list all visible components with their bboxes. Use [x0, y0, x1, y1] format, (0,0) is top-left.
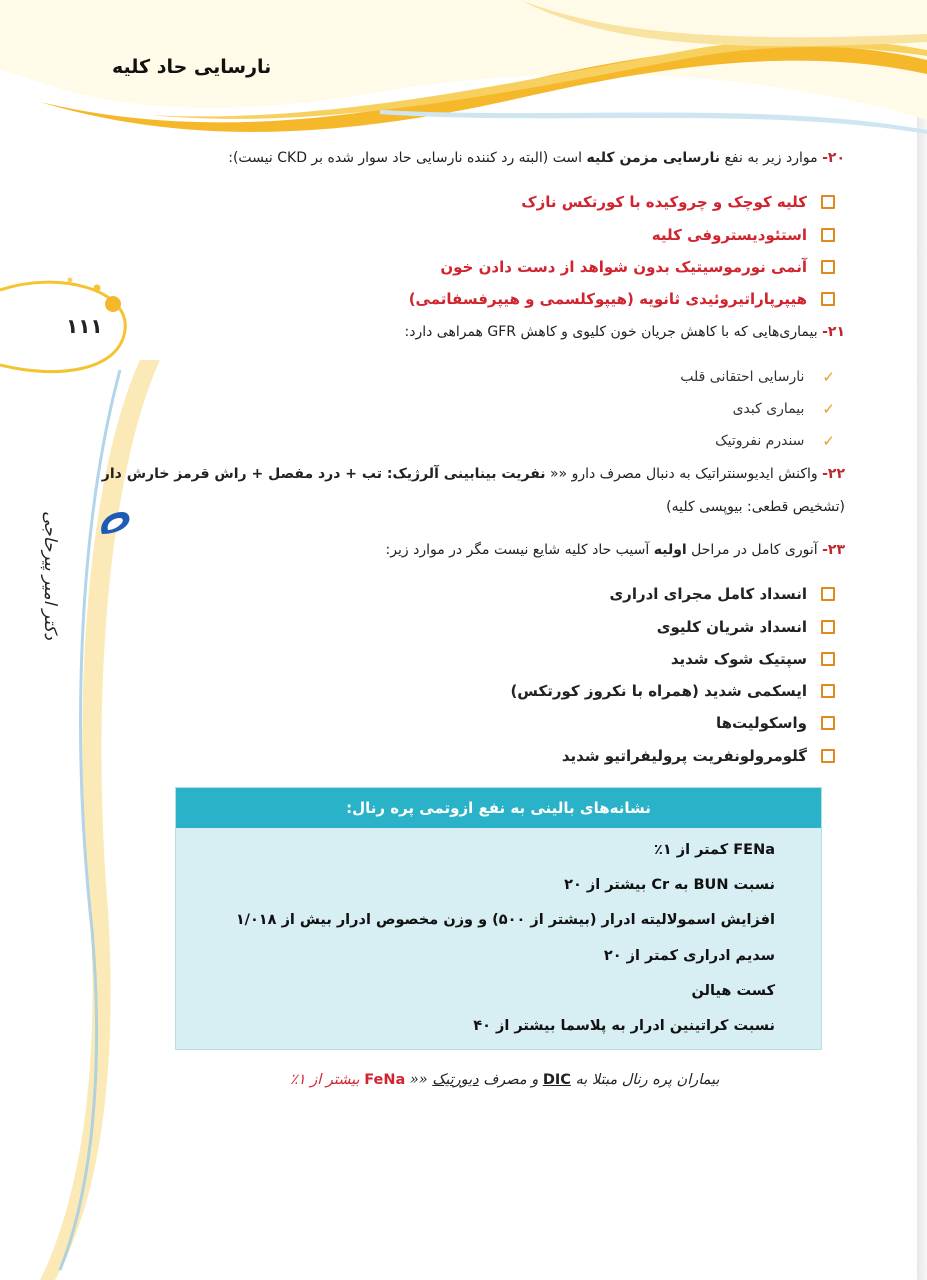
q20-item-text: آنمی نورموسیتیک بدون شواهد از دست دادن خون: [440, 258, 807, 276]
checkbox-icon: [821, 620, 835, 634]
checkbox-icon: [821, 684, 835, 698]
q20-item: [652, 226, 835, 244]
q23-item: [671, 650, 835, 668]
q20-item: [409, 290, 835, 308]
q21-item-text: سندرم نفروتیک: [715, 433, 805, 449]
q23-item: [657, 618, 835, 636]
page-number: ۱۱۱: [66, 314, 103, 338]
q23-item: [609, 585, 835, 603]
q23-item-text: انسداد شریان کلیوی: [656, 618, 807, 636]
q22-bold: نفریت بینابینی آلرژیک: تب + درد مفصل + راش قرمز خارش دار: [101, 466, 546, 482]
q22-line: [102, 466, 845, 482]
q21-number: ۲۱-: [822, 324, 845, 340]
q23-item: [510, 682, 835, 700]
q23-line: [386, 542, 845, 558]
page-title: نارسایی حاد کلیه: [112, 56, 272, 78]
footnote-text: و مصرف: [478, 1072, 543, 1088]
checkmark-icon: ✓: [822, 400, 835, 418]
q22-number: ۲۲-: [822, 466, 845, 482]
footnote-text: بیماران پره رنال مبتلا به: [570, 1072, 720, 1088]
prerenal-sign-row: نسبت کراتینین ادرار به پلاسما بیشتر از ۴۰: [473, 1018, 775, 1034]
q21-text: بیماری‌هایی که با کاهش جریان خون کلیوی و کاهش GFR همراهی دارد:: [404, 324, 823, 340]
q20-line: [228, 150, 845, 166]
side-decoration: [0, 270, 160, 1280]
q20-item-text: کلیه کوچک و چروکیده با کورتکس نازک: [521, 193, 807, 211]
q20-post: است (البته رد کننده نارسایی حاد سوار شده بر CKD نیست):: [228, 150, 587, 166]
checkbox-icon: [821, 716, 835, 730]
author-signature: دکتر امیر پیرحاجی: [40, 511, 60, 640]
q23-item: [562, 747, 835, 765]
q20-item: [521, 193, 835, 211]
q21-item-text: نارسایی احتقانی قلب: [680, 369, 805, 385]
q21-item: [715, 432, 835, 450]
checkbox-icon: [821, 228, 835, 242]
prerenal-sign-row: نسبت BUN به Cr بیشتر از ۲۰: [564, 877, 775, 893]
q23-item-text: واسکولیت‌ها: [715, 714, 807, 732]
q21-item-text: بیماری کبدی: [732, 401, 805, 417]
q21-item: [680, 368, 835, 386]
footnote-diuretic: دیورتیک: [432, 1072, 479, 1088]
checkmark-icon: ✓: [822, 432, 835, 450]
prerenal-sign-row: افزایش اسمولالیته ادرار (بیشتر از ۵۰۰) و وزن مخصوص ادرار بیش از ۱/۰۱۸: [235, 912, 775, 928]
q23-item: [716, 714, 835, 732]
q21-line: [405, 324, 845, 340]
q23-pre: آنوری کامل در مراحل: [686, 542, 823, 558]
footnote: [290, 1072, 719, 1088]
checkbox-icon: [821, 587, 835, 601]
q23-item-text: انسداد کامل مجرای ادراری: [609, 585, 807, 603]
q20-item-text: استئودیستروفی کلیه: [651, 226, 807, 244]
publisher-logo-icon: [96, 508, 134, 538]
q22-line2: (تشخیص قطعی: بیوپسی کلیه): [666, 499, 845, 515]
checkbox-icon: [821, 195, 835, 209]
q23-bold: اولیه: [653, 542, 687, 558]
q21-item: [733, 400, 835, 418]
prerenal-signs-title: نشانه‌های بالینی به نفع ازوتمی پره رنال:: [176, 788, 821, 828]
prerenal-signs-box: [175, 787, 822, 1050]
checkbox-icon: [821, 292, 835, 306]
checkbox-icon: [821, 260, 835, 274]
prerenal-sign-row: FENa کمتر از ۱٪: [653, 842, 775, 858]
q23-item-text: ایسکمی شدید (همراه با نکروز کورتکس): [510, 682, 807, 700]
q23-item-text: سپتیک شوک شدید: [670, 650, 807, 668]
footnote-dic: DIC: [542, 1072, 571, 1088]
q20-pre: موارد زیر به نفع: [720, 150, 823, 166]
q20-number: ۲۰-: [822, 150, 845, 166]
q20-bold: نارسایی مزمن کلیه: [586, 150, 720, 166]
footnote-threshold: بیشتر از ۱٪: [290, 1072, 365, 1088]
checkbox-icon: [821, 652, 835, 666]
prerenal-sign-row: کست هیالن: [691, 983, 775, 999]
checkmark-icon: ✓: [822, 368, 835, 386]
q22-pre: واکنش ایدیوسنتراتیک به دنبال مصرف دارو ««: [545, 466, 823, 482]
q23-post: آسیب حاد کلیه شایع نیست مگر در موارد زیر:: [385, 542, 654, 558]
q20-item-text: هیپرپاراتیروئیدی ثانویه (هیپوکلسمی و هیپرفسفاتمی): [408, 290, 807, 308]
q23-number: ۲۳-: [822, 542, 845, 558]
checkbox-icon: [821, 749, 835, 763]
footnote-fena: FeNa: [364, 1072, 406, 1088]
page-edge: [917, 0, 927, 1280]
q23-item-text: گلومرولونفریت پرولیفراتیو شدید: [561, 747, 807, 765]
footnote-arrow: ««: [405, 1072, 433, 1088]
q20-item: [440, 258, 835, 276]
prerenal-sign-row: سدیم ادراری کمتر از ۲۰: [603, 948, 775, 964]
